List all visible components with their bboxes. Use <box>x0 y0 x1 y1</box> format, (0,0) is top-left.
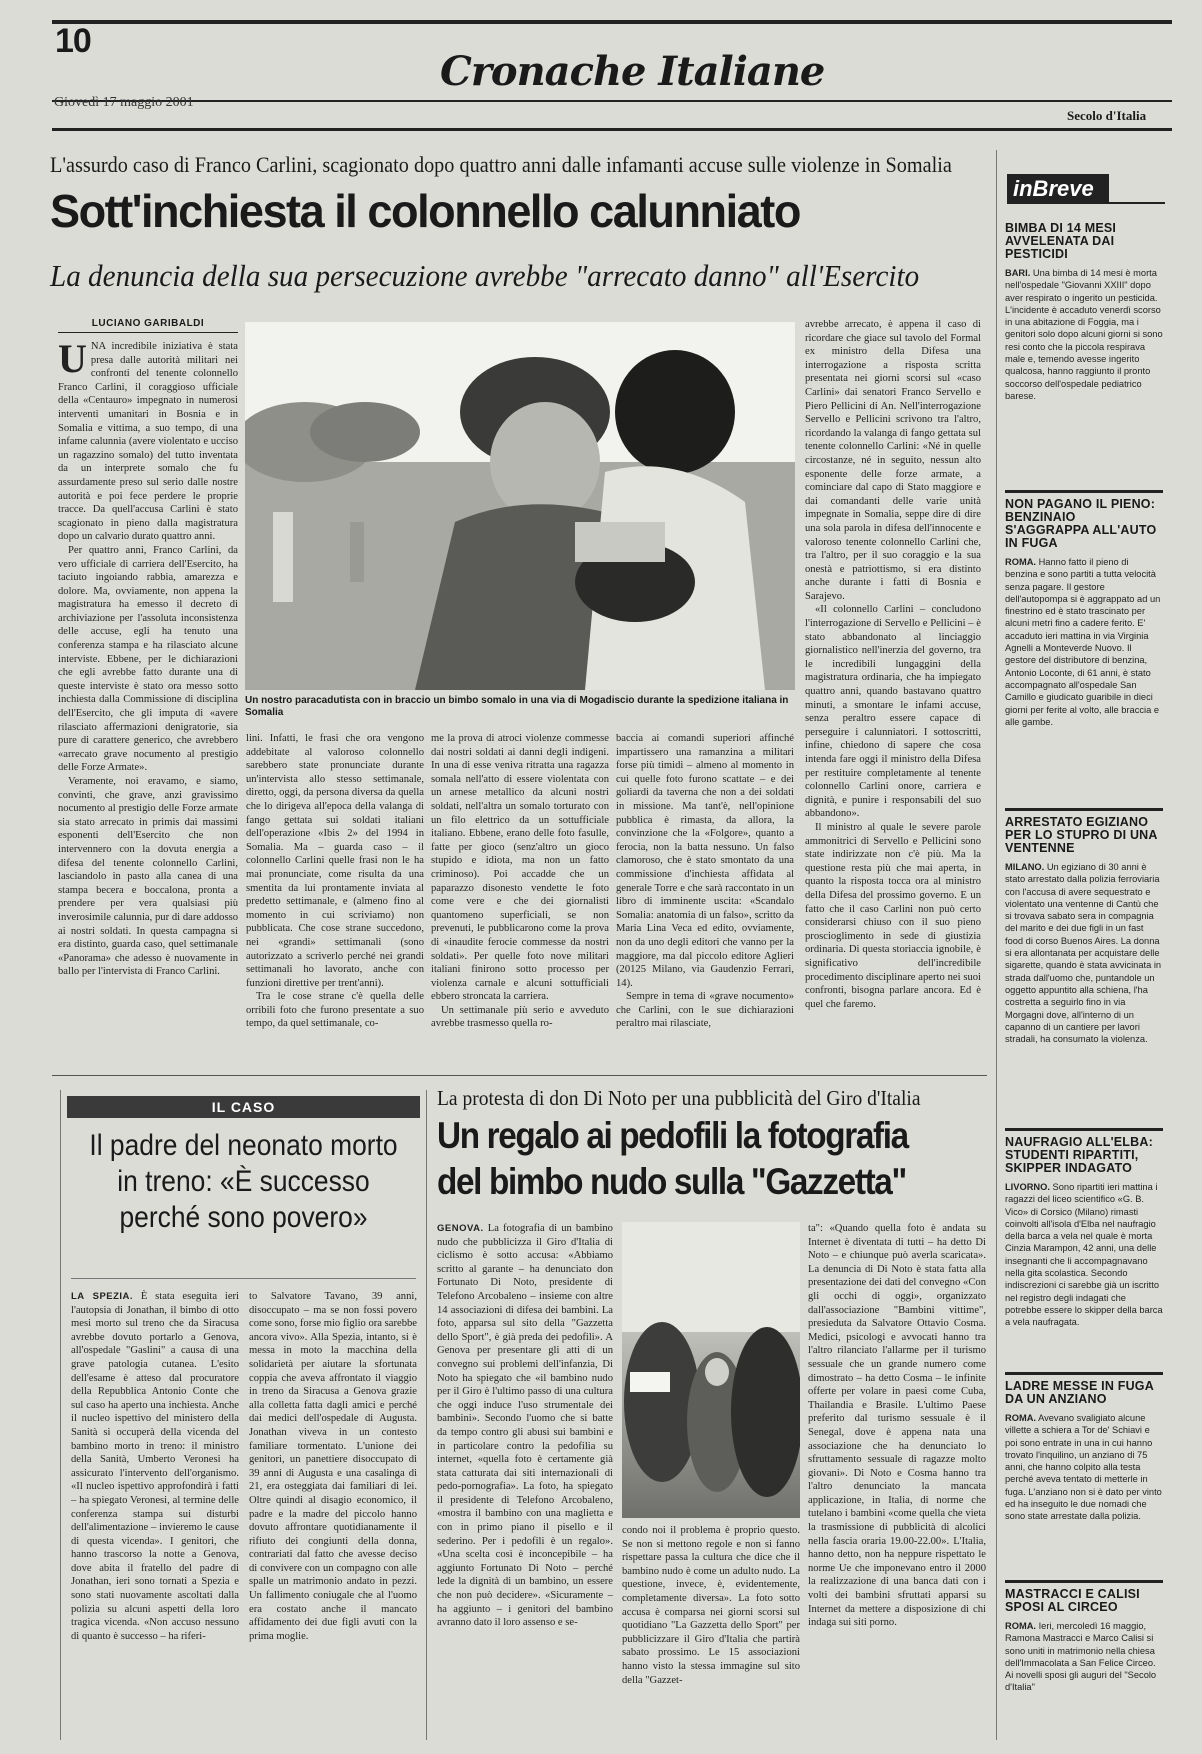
brief-body: Avevano svaligiato alcune villette a schiera a Tor de' Schiavi e poi sono entrate in una in cui hanno trovato l'inquilino, un anziano di 75 anni, che hanno colpito alla testa perché aveva tentato di metterle in fuga. L'anziano non si è dato per vinto ed ha inseguito le due nomadi che sono state arrestate dalla polizia. <box>1005 1413 1162 1522</box>
brief-location: MILANO. <box>1005 862 1045 872</box>
main-col-2 <box>246 732 424 1058</box>
paragraph: baccia ai comandi superiori affinché impartissero una ramanzina a militari forse più timidi – almeno al momento in cui quelle foto furono scattate – e dei goliardi da taverna che non a dei soldati in missione. Ma tant'è, nell'opinione pubblica è rimasta, da allora, la convinzione che la «Folgore», quanto a ferocia, non la batta nessuno. Un falso clamoroso, che è stato smontato da una commissione d'inchiesta affidata al generale Torre e che sarà raccontato in un libro di imminente uscita: «Scandalo Somalia: anatomia di un falso», scritto da Maria Lina Veca ed edito, ovviamente, non da uno degli editori che vanno per la maggiore, ma dal piccolo editore Aglieri (20125 Milano, via Gaudenzio Ferrari, 14). <box>616 733 794 989</box>
brief-location: ROMA. <box>1005 557 1036 567</box>
gazzetta-body: ta": «Quando quella foto è andata su Internet è diventata di tutti – ha detto Di Noto – e chiunque può averla scaricata». La denuncia di Di Noto è stata fatta alla presentazione dei dati del convegno «Con gli occhi di oggi», organizzato dall'associazione "Bambini vittime", presieduta da Salvatore Ottavio Cosma. Medici, psicologi e avvocati hanno tra l'altro rilanciato l'allarme per il turismo sessuale che un grande numero come dimostrato – ha detto Cosma – le infinite offerte per volare in paesi come Cuba, Thailandia e Brasile. L'ultimo Paese preferito dal turismo sessuale è il Senegal, dove è appena nata una associazione che ha denunciato lo sfruttamento sessuale di ragazze molto giovani». Di Noto e Cosma hanno tra l'altro denunciato la mancata applicazione, in Italia, di norme che tutelano i bambini «come quella che vieta la trasmissione di pubblicità di alcolici nella fascia oraria 19.00-22.00». L'Italia, hanno detto, non ha neppure rispettato le norme Ue che imponevano entro il 2000 la realizzazione di una banca dati con i volti dei bambini sfruttati apparsi su Internet da mettere a disposizione di chi indaga sui siti porno. <box>808 1223 986 1629</box>
gazzetta-body: condo noi il problema è proprio questo. Se non si mettono regole e non si fanno rispettare passa la cultura che dice che il bambino nudo è come un adulto nudo. La questione, invece, è, evidentemente, completamente diversa». La foto sotto accusa è comparsa nei giorni scorsi sul quotidiano "La Gazzetta dello Sport" per pubblicizzare il Giro d'Italia che partirà sabato prossimo. Le 15 associazioni hanno visto la stessa immagine sul sito della "Gazzet- <box>622 1525 800 1686</box>
brief-item <box>1005 808 1163 1045</box>
brief-body: Una bimba di 14 mesi è morta nell'ospedale "Giovanni XXIII" dopo aver respirato o ingerito un pesticida. L'incidente è accaduto venerdì scorso in una abitazione di Foggia, ma i genitori solo dopo alcuni giorni si sono resi conto che la piccola respirava male e, temendo avesse ingerito qualcosa, hanno raggiunto il pronto soccorso dell'ospedale pediatrico barese. <box>1005 268 1163 401</box>
byline-rule <box>58 332 238 333</box>
brief-rule <box>1005 808 1163 811</box>
main-col-1 <box>58 340 238 1060</box>
main-kicker: L'assurdo caso di Franco Carlini, scagionato dopo quattro anni dalle infamanti accuse sulle violenze in Somalia <box>50 152 952 177</box>
il-caso-tag: IL CASO <box>67 1096 420 1118</box>
paragraph: avrebbe arrecato, è appena il caso di ricordare che giace sul tavolo del Formal ex ministro della Difesa una interrogazione a risposta scritta presentata nei giorni scorsi sul «caso Carlini» dai senatori Franco Servello e Piero Pellicini di An. Nell'interrogazione Servello e Pellicini scrivono tra l'altro, ricordando la valanga di fango gettata sul tenente colonnello Carlini: «Né in quelle circostanze, né in seguito, nessun alto esponente delle forze armate, a cominciare dal capo di Stato maggiore e dai comandanti delle varie unità impegnate in Somalia, seppe dire di dire una sola parola in difesa dell'innocente e valoroso tenente colonnello Carlini che, tra l'altro, per il suo coraggio e la sua onestà e patriottismo, si era distinto anche durante i fatti di Bosnia e Sarajevo. <box>805 319 981 602</box>
masthead-bottom-rule <box>52 128 1172 131</box>
brief-title: NAUFRAGIO ALL'ELBA: STUDENTI RIPARTITI, SKIPPER INDAGATO <box>1005 1135 1153 1175</box>
brief-rule <box>1005 490 1163 493</box>
issue-date: Giovedì 17 maggio 2001 <box>54 95 194 110</box>
il-caso-body: È stata eseguita ieri l'autopsia di Jonathan, il bimbo di otto mesi morto sul treno che da Siracusa avrebbe dovuto portarlo a Genova, all'ospedale "Gaslini" a causa di una grave patologia cutanea. L'esito dell'esame è atteso dal procuratore della Repubblica Antonio Conte che sul caso ha aperto una inchiesta. Anche il nucleo ispettivo del ministero della Sanità si occuperà della vicenda del bambino morto in treno: il ministro della Sanità, Umberto Veronesi ha assicurato l'intervento dell'organismo. «Il nucleo ispettivo approfondirà i fatti – ha spiegato Veronesi, al termine delle conferenza stampa sui disturbi dell'alimentazione – invieremo le cause di questa vicenda». I genitori, che hanno trascorso la notte a Genova, dove abita il fratello del padre di Jonathan, ieri sono tornati a Spezia e sono stati nuovamente ascoltati dalla polizia su alcuni aspetti della loro tragica vicenda. «Non accuso nessuno di quanto è successo – ha riferi- <box>71 1291 239 1642</box>
il-caso-title: Il padre del neonato morto in treno: «È successo perché sono povero» <box>89 1129 398 1234</box>
brief-text <box>1005 556 1163 728</box>
brief-location: BARI. <box>1005 268 1031 278</box>
brief-item <box>1005 1372 1163 1523</box>
paragraph: Il ministro al quale le severe parole ammonitrici di Servello e Pellicini sono state indirizzate non c'è più. Ma la questione resta più che mai aperta, in quanto la risposta tocca ora al ministro della Difesa del prossimo governo. E un fatto che il caso Carlini non può certo considerarsi chiuso con il suo pieno proscioglimento in sede di giustizia ordinaria. Di questa storiaccia ignobile, è significativo dell'incredibile procedimento disciplinare aperto nei suoi confronti, bisogna parlare ancora. Ed è quel che faremo. <box>805 821 981 1010</box>
soldier-child-image <box>245 322 795 690</box>
main-subhead: La denuncia della sua persecuzione avrebbe "arrecato danno" all'Esercito <box>50 258 920 293</box>
brief-location: LIVORNO. <box>1005 1182 1050 1192</box>
newspaper-brand: Secolo d'Italia <box>1067 108 1147 123</box>
brief-body: Un egiziano di 30 anni è stato arrestato dalla polizia ferroviaria con l'accusa di avere sequestrato e violentato una ventenne di Cantù che si trovava sabato sera in compagnia del marito e dei due figli in un fast food di corso Buenos Aires. La donna si era allontanata per acquistare delle sigarette, quando è stata avvicinata in strada dall'uomo che, puntandole un oggetto appuntito alla schiena, l'ha costretta a seguirlo fino in via Morgagni dove, all'interno di un capanno di un cantiere per lavori stradali, ha consumato la violenza. <box>1005 862 1162 1045</box>
paragraph: NA incredibile iniziativa è stata presa dalle autorità militari nei confronti del tenente colonnello Franco Carlini, il coraggioso ufficiale della «Centauro» impegnato in numerosi interventi umanitari in Bosnia e in Somalia e vittima, a suo tempo, di una infame calunnia (avere violentato e ucciso un ragazzino somalo) del tutto inventata da un interprete somalo che fu assurdamente preso sul serio dalle nostre autorità e poi fece perdere le proprie tracce. Da quell'accusa Carlini è stato scagionato in pieno dalla magistratura dopo un calvario durato quattro anni. <box>58 341 238 543</box>
brief-text <box>1005 1412 1163 1523</box>
sidebar-divider <box>996 150 997 1740</box>
brief-body: Ieri, mercoledì 16 maggio, Ramona Mastracci e Marco Calisi si sono uniti in matrimonio nella chiesa dell'Immacolata a San Felice Circeo. Ai novelli sposi gli auguri del "Secolo d'Italia" <box>1005 1621 1157 1693</box>
masthead-rule <box>52 100 1172 102</box>
paragraph: me la prova di atroci violenze commesse dai nostri soldati ai danni degli indigeni. In una di esse veniva ritratta una ragazza somala nell'atto di essere violentata con un arnese metallico da alcuni nostri soldati, nell'altra un somalo torturato con un filo elettrico da un sottufficiale italiano. Ebbene, erano delle foto fasulle, fatte per gioco (senz'altro un gioco stupido e idiota, ma non un fatto criminoso). Poi accadde che un paparazzo disonesto vendette le foto come vere e che dei giornalisti quantomeno superficiali, se non prevenuti, le pubblicarono come la prova di «inaudite ferocie commesse da nostri soldati». Per quelle foto nove militari italiani finirono sotto processo per violenza carnale e alcuni sottufficiali ebbero stroncata la carriera. <box>431 733 609 1003</box>
brief-text <box>1005 861 1163 1045</box>
brief-location: ROMA. <box>1005 1621 1036 1631</box>
brief-body: Hanno fatto il pieno di benzina e sono partiti a tutta velocità senza pagare. Il gestore dell'autopompa si è aggrappato ad un finestrino ed è stato trascinato per alcuni metri fino a cadere ferito. E' accaduto ieri mattina in via Virginia Agnelli a Monteverde Nuovo. Il gestore del distributore di benzina, Antonio Loconte, di 61 anni, è stato accompagnato all'ospedale San Camillo e giudicato guaribile in dieci giorni per ferite al volto, alle braccia e alle gambe. <box>1005 557 1161 727</box>
main-headline: Sott'inchiesta il colonnello calunniato <box>50 185 800 237</box>
brief-title: BIMBA DI 14 MESI AVVELENATA DAI PESTICIDI <box>1005 221 1117 261</box>
il-caso-rule <box>71 1278 416 1279</box>
paragraph: lini. Infatti, le frasi che ora vengono addebitate al valoroso colonnello sarebbero state pronunciate durante un'intervista allo stesso settimanale, diretto, oggi, da persona diversa da quella che lo dirigeva all'epoca della valanga di fango gettata sui soldati italiani dell'operazione «Ibis 2» del 1994 in Somalia. Ma – guarda caso – il colonnello Carlini quelle frasi non le ha mai pronunciate, come risulta da una smentita da lui prontamente inviata al predetto settimanale, e (almeno fino al momento in cui scriviamo) non pubblicata. Che cose strane succedono, nei «grandi» settimanali (sono autorizzato a scriverlo perché nei grandi settimanali ho lavorato, anche con funzioni direttive per trent'anni). <box>246 733 424 989</box>
brief-text <box>1005 1620 1163 1694</box>
brief-text <box>1005 1181 1163 1329</box>
gazzetta-col-1 <box>437 1222 613 1742</box>
brief-rule <box>1005 1128 1163 1131</box>
sidebar-header: inBreve <box>1007 174 1109 204</box>
crowd-image <box>622 1222 800 1518</box>
dropcap: U <box>58 340 87 381</box>
brief-item <box>1005 1128 1163 1329</box>
il-caso-col-2 <box>249 1290 417 1735</box>
gazzetta-col-2 <box>622 1524 800 1742</box>
brief-body: Sono ripartiti ieri mattina i ragazzi del liceo scientifico «G. B. Vico» di Corsico (Milano) rimasti coinvolti all'isola d'Elba nel naufragio della barca a vela nel quale è morta Cinzia Marampon, 42 anni, una delle insegnanti che li accompagnavano nella gita scolastica. Secondo indiscrezioni ci sarebbe già un iscritto nel registro degli indagati che potrebbe essere lo skipper della barca a vela naufragata. <box>1005 1182 1163 1328</box>
gazzetta-headline-line2: del bimbo nudo sulla "Gazzetta" <box>437 1161 906 1202</box>
brief-title: ARRESTATO EGIZIANO PER LO STUPRO DI UNA VENTENNE <box>1005 815 1158 855</box>
main-col-5 <box>805 318 981 1058</box>
il-caso-col-1 <box>71 1290 239 1735</box>
byline: LUCIANO GARIBALDI <box>91 318 205 329</box>
paragraph: Sempre in tema di «grave nocumento» che Carlini, con le sue dichiarazioni peraltro mai rilasciate, <box>616 991 794 1030</box>
paragraph: «Il colonnello Carlini – concludono l'interrogazione di Servello e Pellicini – è stato abbandonato al linciaggio giornalistico nell'inerzia del governo, tra le incredibili lungaggini della magistratura ordinaria, che ha impiegato quattro anni, quando bastavano quattro minuti, a smontare le infami accuse, senza peraltro essere capace di perseguire i calunniatori. I sottoscritti, infine, chiedono di sapere che cosa intenda fare oggi il ministro della Difesa per restituire completamente al tenente colonnello Carlini onore, carriera e dignità, e punire i responsabili del suo abbandono». <box>805 604 981 820</box>
brief-location: ROMA. <box>1005 1413 1036 1423</box>
brief-title: MASTRACCI E CALISI SPOSI AL CIRCEO <box>1005 1587 1140 1614</box>
paragraph: Un settimanale più serio e avveduto avrebbe trasmesso quella ro- <box>431 1004 609 1030</box>
page-number: 10 <box>55 22 91 60</box>
photo-caption: Un nostro paracadutista con in braccio un bimbo somalo in una via di Mogadiscio durante la spedizione italiana in Somalia <box>245 695 789 718</box>
brief-title: LADRE MESSE IN FUGA DA UN ANZIANO <box>1005 1379 1154 1406</box>
brief-text <box>1005 267 1163 402</box>
gazzetta-col-3 <box>808 1222 986 1742</box>
brief-title: NON PAGANO IL PIENO: BENZINAIO S'AGGRAPPA ALL'AUTO IN FUGA <box>1005 497 1157 550</box>
brief-item <box>1005 222 1163 402</box>
paragraph: Tra le cose strane c'è quella delle orribili foto che furono presentate a suo tempo, da quel settimanale, co- <box>246 991 424 1030</box>
paragraph: Per quattro anni, Franco Carlini, da vero ufficiale di carriera dell'Esercito, ha taciuto ingoiando rabbia, amarezza e dolore. Ma, ovviamente, non appena la magistratura ha emesso il decreto di archiviazione per l'assoluta inconsistenza delle accuse, egli ha tenuto una conferenza stampa e ha rilasciato alcune interviste. Ebbene, per le dichiarazioni che egli avrebbe fatto durante una di queste interviste è stato ora messo sotto inchiesta dalla Commissione di disciplina dell'Esercito, che gli imputa di «avere rilasciato affermazioni denigratorie, sia pure di carattere generico, che avrebbero «arrecato grave nocumento al prestigio delle Forze Armate». <box>58 544 238 774</box>
gazzetta-body: La fotografia di un bambino nudo che pubblicizza il Giro d'Italia di ciclismo è sotto accusa: «Abbiamo scritto al garante – ha denunciato don Fortunato Di Noto, presidente di Telefono Arcobaleno – insieme con altre 14 associazioni di difesa dei bambini. La foto, apparsa sul sito della "Gazzetta dello Sport", è già preda dei pedofili». A Genova per presentare gli atti di un convegno sui problemi dell'infanzia, Di Noto ha spiegato che «il bambino nudo per il Giro è l'ultimo passo di una cultura che oggi induce l'uso strumentale dei bambini». Secondo l'uomo che si batte da tempo contro gli abusi sui bambini e in particolare contro la pedofilia su internet, «quella foto è certamente già stata catturata dai siti internazionali di pedo-pornografia». La foto, ha spiegato il presidente di Telefono Arcobaleno, «mostra il bambino con una maglietta e con in primo piano il pisello e il sederino. Per i pedofili è un regalo». «Una scelta così è inconcepibile – ha aggiunto Fortunato Di Noto – perché lede la dignità di un bambino, un essere che non può decidere». «Sicuramente – ha aggiunto – i genitori del bambino avranno dato il loro assenso e se- <box>437 1223 613 1629</box>
news-photo <box>245 322 795 690</box>
il-caso-body: to Salvatore Tavano, 39 anni, disoccupato – ma se non fossi povero come sono, forse mio figlio ora sarebbe ancora vivo». Alla Spezia, intanto, si è messa in moto la macchina della solidarietà per aiutare la sfortunata coppia che aveva affrontato il viaggio in treno da Siracusa a Genova grazie alla colletta fatta dagli amici e perché dai medici dell'ospedale di Augusta. Jonathan viveva in un contesto familiare tormentato. L'unione dei genitori, un panettiere disoccupato di 39 anni di Augusta e una casalinga di 21, era osteggiata dai familiari di lei. Oltre quindi al disagio economico, il padre e la madre del piccolo hanno dovuto affrontare quotidianamente il rifiuto dei congiunti della donna, contrariati dal fatto che avesse deciso di convivere con un compagno con alle spalle un matrimonio andato in pezzi. Un fallimento coniugale che al l'uomo era costato anche il mancato affidamento dei due figli avuti con la prima moglie. <box>249 1291 417 1642</box>
top-rule <box>52 20 1172 24</box>
main-col-3 <box>431 732 609 1058</box>
gazzetta-location: GENOVA. <box>437 1223 484 1234</box>
section-title: Cronache Italiane <box>440 48 825 95</box>
sidebar-header-rule <box>1103 202 1165 204</box>
main-col-4 <box>616 732 794 1058</box>
il-caso-location: LA SPEZIA. <box>71 1291 134 1302</box>
gazzetta-headline-line1: Un regalo ai pedofili la fotografia <box>437 1115 908 1156</box>
brief-item <box>1005 1580 1163 1694</box>
brief-rule <box>1005 1372 1163 1375</box>
lower-divider <box>52 1075 987 1076</box>
il-caso-box <box>60 1090 427 1740</box>
gazzetta-kicker: La protesta di don Di Noto per una pubblicità del Giro d'Italia <box>437 1086 921 1110</box>
brief-item <box>1005 490 1163 728</box>
cyclist-photo <box>622 1222 800 1518</box>
brief-rule <box>1005 1580 1163 1583</box>
paragraph: Veramente, noi eravamo, e siamo, convinti, che grave, anzi gravissimo nocumento al prestigio delle Forze armate sia stato arrecato in primis dai massimi esponenti dell'Esercito che non intervennero con la dovuta energia a difesa del tenente colonnello Carlini, lasciandolo in pasto alla canea di una stampa becera e boccalona, pronta a prendere per vera qualsiasi più inverosimile calunnia, pur di dare addosso ai nostri soldati. In questa campagna si era distinto, guarda caso, quel settimanale «Panorama» che adesso è nuovamente in ballo per l'intervista di Franco Carlini. <box>58 776 238 978</box>
